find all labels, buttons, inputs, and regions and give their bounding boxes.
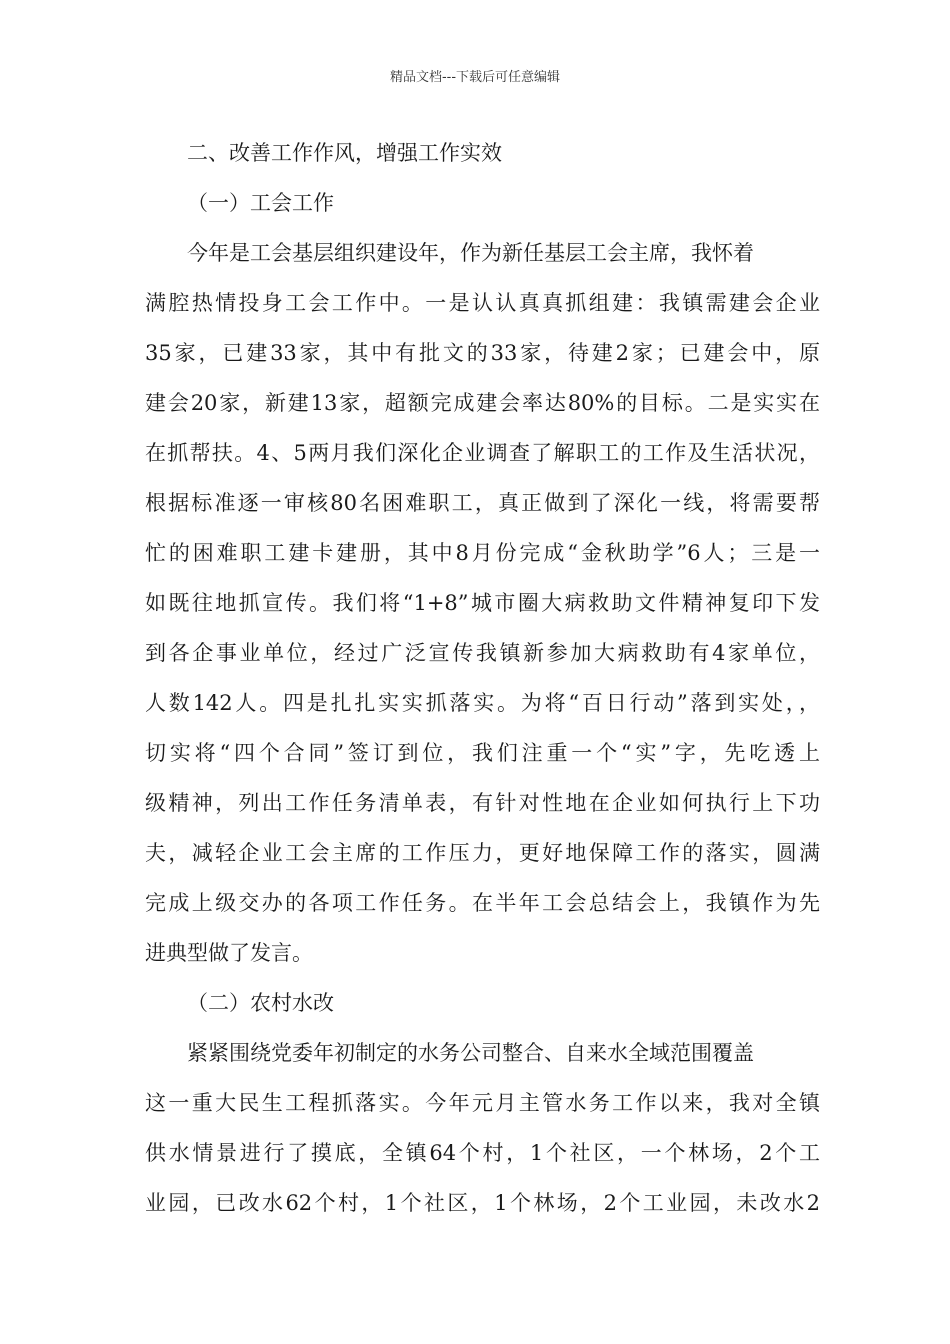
subsection-title-union: （一）工会工作 bbox=[187, 191, 334, 215]
paragraph-line: 供水情景进行了摸底，全镇64个村，1个社区，一个林场，2个工 bbox=[145, 1141, 820, 1165]
page-header: 精品文档---下载后可任意编辑 bbox=[389, 70, 561, 85]
paragraph-line: 建会20家，新建13家，超额完成建会率达80%的目标。二是实实在 bbox=[145, 391, 820, 415]
paragraph-line: 今年是工会基层组织建设年，作为新任基层工会主席，我怀着 bbox=[187, 241, 754, 265]
paragraph-line: 这一重大民生工程抓落实。今年元月主管水务工作以来，我对全镇 bbox=[145, 1091, 820, 1115]
paragraph-line: 业园，已改水62个村，1个社区，1个林场，2个工业园，未改水2 bbox=[145, 1191, 820, 1215]
paragraph-line: 根据标准逐一审核80名困难职工，真正做到了深化一线，将需要帮 bbox=[145, 491, 820, 515]
paragraph-line: 35家，已建33家，其中有批文的33家，待建2家；已建会中，原 bbox=[145, 341, 820, 365]
paragraph-line: 进典型做了发言。 bbox=[145, 941, 313, 965]
paragraph-line: 完成上级交办的各项工作任务。在半年工会总结会上，我镇作为先 bbox=[145, 891, 820, 915]
paragraph-line: 紧紧围绕党委年初制定的水务公司整合、自来水全域范围覆盖 bbox=[187, 1041, 754, 1065]
section-title: 二、改善工作作风，增强工作实效 bbox=[187, 141, 502, 165]
paragraph-line: 人数142人。四是扎扎实实抓落实。为将“百日行动”落到实处，， bbox=[145, 691, 820, 715]
paragraph-union-work bbox=[145, 228, 820, 978]
paragraph-line: 夫，减轻企业工会主席的工作压力，更好地保障工作的落实，圆满 bbox=[145, 841, 820, 865]
document-body bbox=[145, 128, 820, 1228]
paragraph-water-reform bbox=[145, 1028, 820, 1228]
paragraph-line: 忙的困难职工建卡建册，其中8月份完成“金秋助学”6人；三是一 bbox=[145, 541, 820, 565]
paragraph-line: 级精神，列出工作任务清单表，有针对性地在企业如何执行上下功 bbox=[145, 791, 820, 815]
paragraph-line: 切实将“四个合同”签订到位，我们注重一个“实”字，先吃透上 bbox=[145, 741, 820, 765]
paragraph-line: 在抓帮扶。4、5两月我们深化企业调查了解职工的工作及生活状况， bbox=[145, 441, 820, 465]
paragraph-line: 如既往地抓宣传。我们将“1+8”城市圈大病救助文件精神复印下发 bbox=[145, 591, 820, 615]
subsection-title-water-reform: （二）农村水改 bbox=[187, 991, 334, 1015]
paragraph-line: 到各企事业单位，经过广泛宣传我镇新参加大病救助有4家单位， bbox=[145, 641, 820, 665]
paragraph-line: 满腔热情投身工会工作中。一是认认真真抓组建：我镇需建会企业 bbox=[145, 291, 820, 315]
